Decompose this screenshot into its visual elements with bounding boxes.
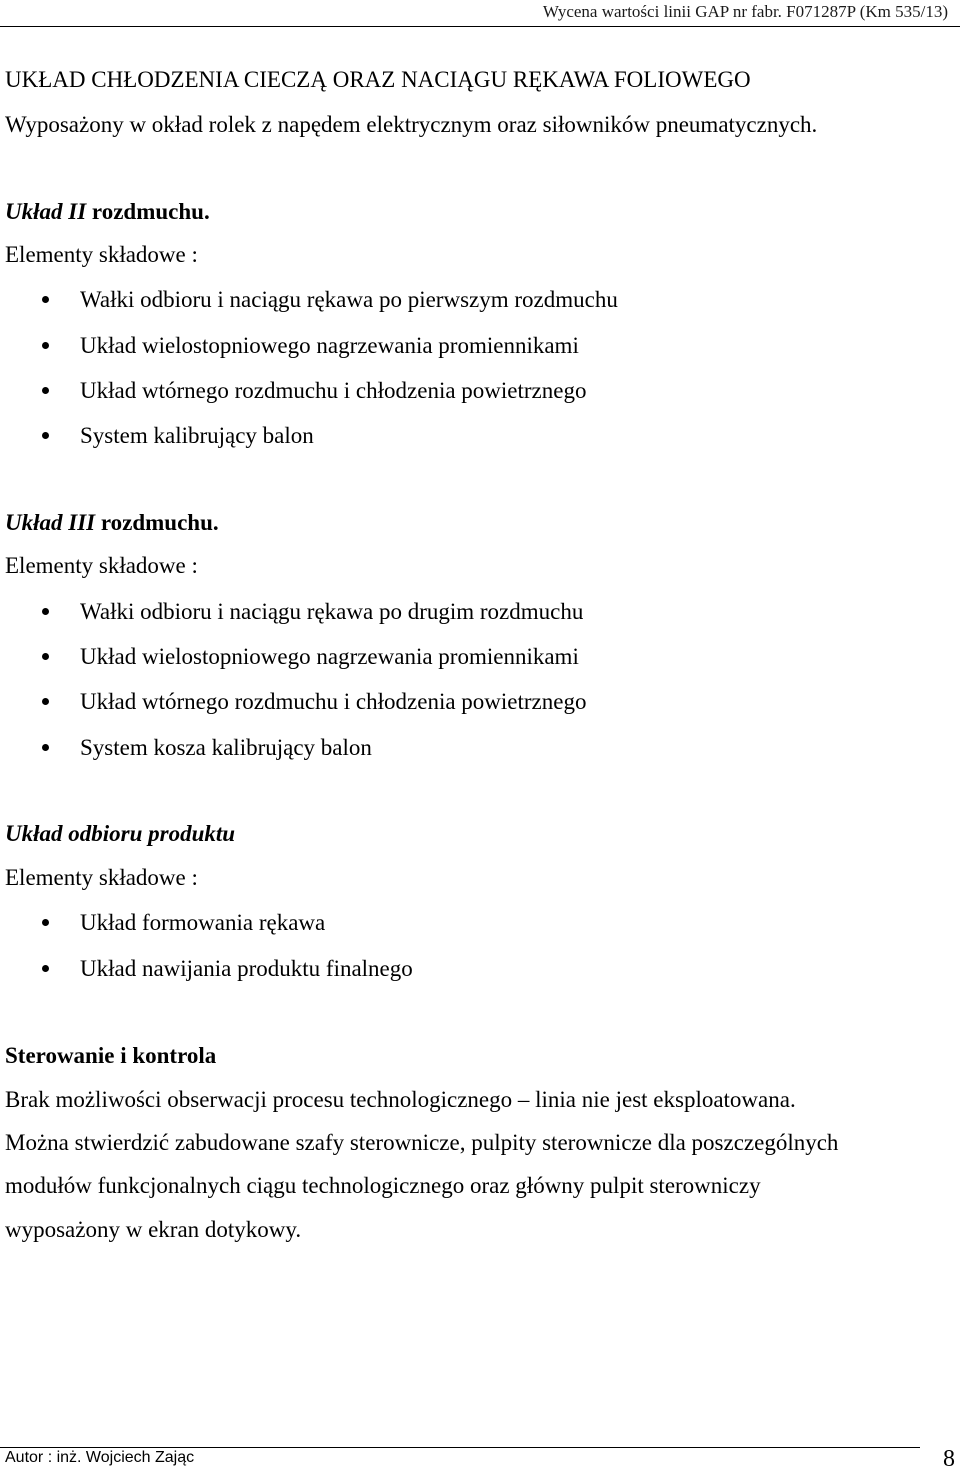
bullet-icon xyxy=(42,608,49,615)
control-paragraph-line: modułów funkcjonalnych ciągu technologicznego oraz główny pulpit sterowniczy xyxy=(5,1173,761,1198)
footer-author: Autor : inż. Wojciech Zając xyxy=(5,1449,195,1466)
bullet-icon xyxy=(42,296,49,303)
list-item-text: Układ wielostopniowego nagrzewania promiennikami xyxy=(80,333,579,358)
section-iii-heading xyxy=(5,509,219,537)
section-ii-components-label: Elementy składowe : xyxy=(5,242,198,267)
section-ii-heading-italic: Układ II xyxy=(5,199,87,224)
list-item-text: Układ wtórnego rozdmuchu i chłodzenia powietrznego xyxy=(80,378,587,403)
list-item-text: Układ formowania rękawa xyxy=(80,910,326,935)
list-item-text: Układ nawijania produktu finalnego xyxy=(80,956,413,981)
bullet-icon xyxy=(42,744,49,751)
header-divider xyxy=(0,26,960,27)
list-item-text: Wałki odbioru i naciągu rękawa po pierwszym rozdmuchu xyxy=(80,287,618,312)
bullet-icon xyxy=(42,919,49,926)
bullet-icon xyxy=(42,342,49,349)
bullet-icon xyxy=(42,698,49,705)
intro-title: UKŁAD CHŁODZENIA CIECZĄ ORAZ NACIĄGU RĘKAWA FOLIOWEGO xyxy=(5,67,751,92)
list-item-text: System kosza kalibrujący balon xyxy=(80,735,372,760)
list-item-text: Układ wtórnego rozdmuchu i chłodzenia powietrznego xyxy=(80,689,587,714)
list-item-text: Wałki odbioru i naciągu rękawa po drugim rozdmuchu xyxy=(80,599,584,624)
bullet-icon xyxy=(42,387,49,394)
bullet-icon xyxy=(42,965,49,972)
header-title: Wycena wartości linii GAP nr fabr. F071287P (Km 535/13) xyxy=(542,2,948,21)
control-paragraph-line: wyposażony w ekran dotykowy. xyxy=(5,1217,302,1242)
control-paragraph-line: Można stwierdzić zabudowane szafy sterownicze, pulpity sterownicze dla poszczególnych xyxy=(5,1130,839,1155)
bullet-icon xyxy=(42,432,49,439)
bullet-icon xyxy=(42,653,49,660)
section-control-heading: Sterowanie i kontrola xyxy=(5,1043,217,1068)
section-iii-heading-rest: rozdmuchu. xyxy=(95,510,219,535)
section-ii-heading xyxy=(5,198,210,226)
intro-description: Wyposażony w okład rolek z napędem elektrycznym oraz siłowników pneumatycznych. xyxy=(5,112,818,137)
page-number: 8 xyxy=(943,1446,955,1472)
section-ii-heading-rest: rozdmuchu. xyxy=(86,199,210,224)
control-paragraph-line: Brak możliwości obserwacji procesu technologicznego – linia nie jest eksploatowana. xyxy=(5,1087,796,1112)
list-item-text: System kalibrujący balon xyxy=(80,423,314,448)
list-item-text: Układ wielostopniowego nagrzewania promiennikami xyxy=(80,644,579,669)
section-iii-heading-italic: Układ III xyxy=(5,510,96,535)
section-iii-components-label: Elementy składowe : xyxy=(5,553,198,578)
section-output-components-label: Elementy składowe : xyxy=(5,865,198,890)
section-output-heading: Układ odbioru produktu xyxy=(5,821,236,846)
footer-divider xyxy=(0,1447,920,1448)
